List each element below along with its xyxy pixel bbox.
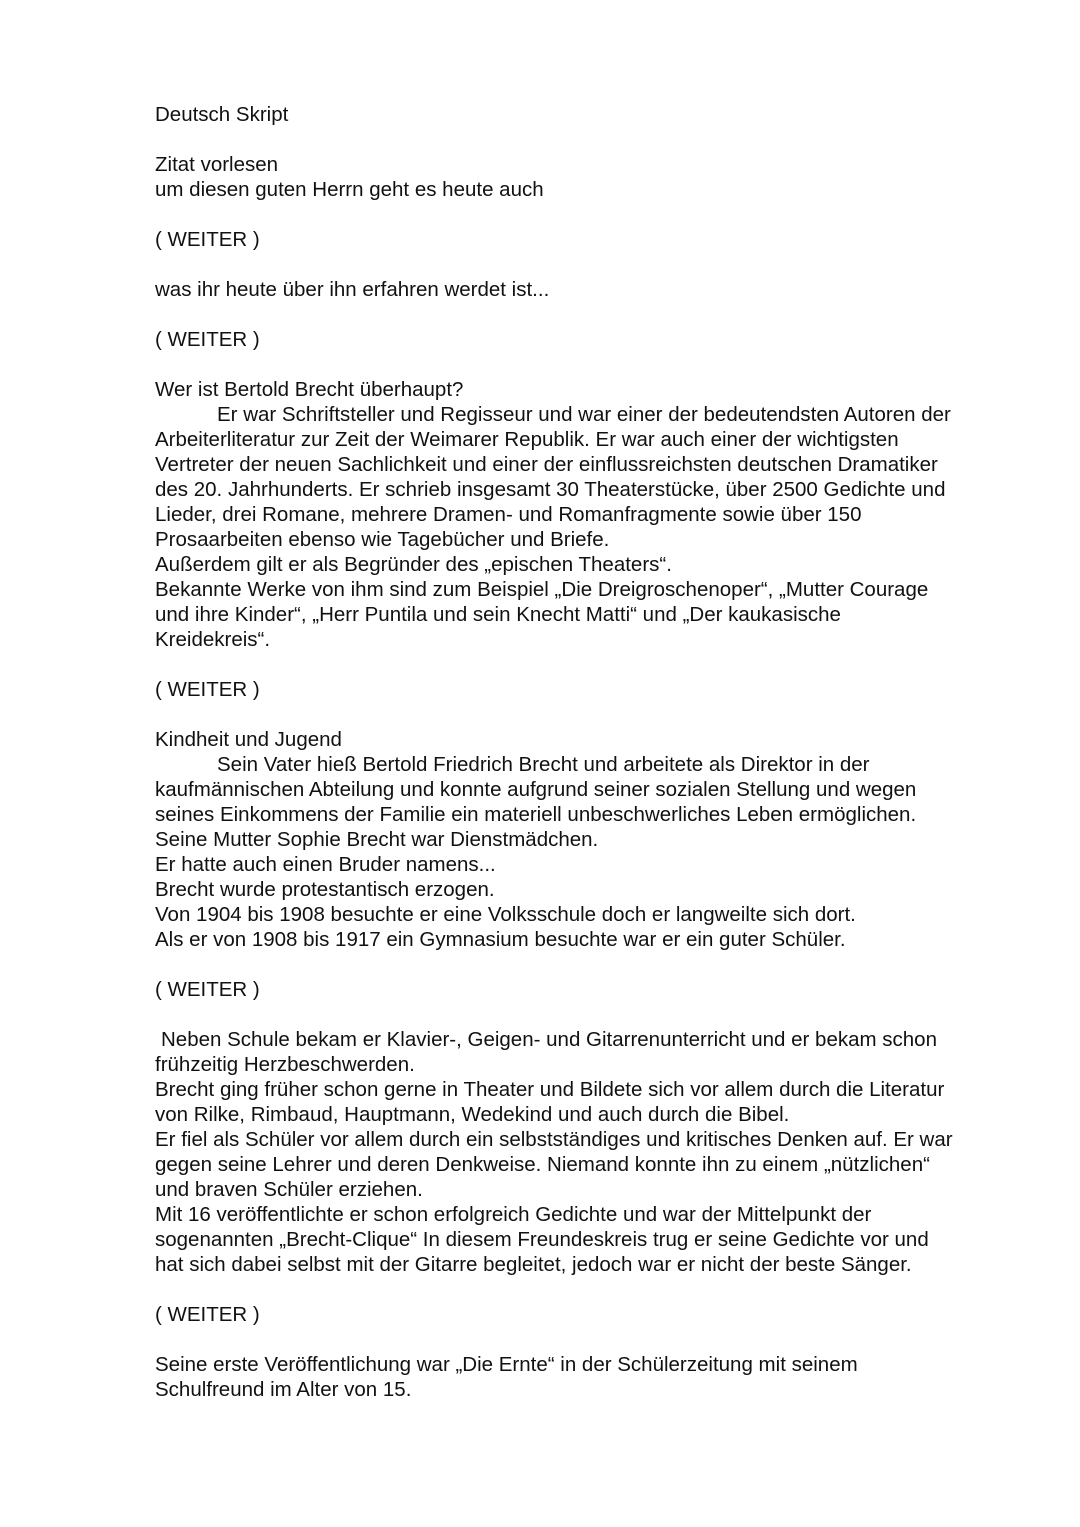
paragraph-line: und braven Schüler erziehen. xyxy=(155,1178,423,1201)
paragraph-line: Er hatte auch einen Bruder namens... xyxy=(155,853,496,876)
paragraph-line: Brecht ging früher schon gerne in Theater und Bildete sich vor allem durch die Literatur xyxy=(155,1078,945,1101)
paragraph-line: Arbeiterliteratur zur Zeit der Weimarer Republik. Er war auch einer der wichtigsten xyxy=(155,428,899,451)
weiter-marker: ( WEITER ) xyxy=(155,1303,260,1326)
paragraph-line: sogenannten „Brecht-Clique“ In diesem Freundeskreis trug er seine Gedichte vor und xyxy=(155,1228,929,1251)
paragraph-line: Er fiel als Schüler vor allem durch ein selbstständiges und kritisches Denken auf. Er war xyxy=(155,1128,953,1151)
paragraph-line: Als er von 1908 bis 1917 ein Gymnasium besuchte war er ein guter Schüler. xyxy=(155,928,846,951)
paragraph-line: von Rilke, Rimbaud, Hauptmann, Wedekind und auch durch die Bibel. xyxy=(155,1103,790,1126)
spacer xyxy=(155,1002,1015,1027)
spacer xyxy=(155,952,1015,977)
paragraph-line: Von 1904 bis 1908 besuchte er eine Volksschule doch er langweilte sich dort. xyxy=(155,903,856,926)
weiter-marker: ( WEITER ) xyxy=(155,678,260,701)
spacer xyxy=(155,127,1015,152)
section-heading-who: Wer ist Bertold Brecht überhaupt? xyxy=(155,378,464,401)
intro-line: Zitat vorlesen xyxy=(155,153,279,176)
paragraph-line: und ihre Kinder“, „Herr Puntila und sein Knecht Matti“ und „Der kaukasische xyxy=(155,603,841,626)
paragraph-line: Vertreter der neuen Sachlichkeit und einer der einflussreichsten deutschen Dramatiker xyxy=(155,453,938,476)
paragraph-line: kaufmännischen Abteilung und konnte aufgrund seiner sozialen Stellung und wegen xyxy=(155,778,917,801)
intro-line: um diesen guten Herrn geht es heute auch xyxy=(155,178,544,201)
spacer xyxy=(155,652,1015,677)
spacer xyxy=(155,702,1015,727)
spacer xyxy=(155,352,1015,377)
paragraph-line: Lieder, drei Romane, mehrere Dramen- und Romanfragmente sowie über 150 xyxy=(155,503,862,526)
paragraph-line: Seine Mutter Sophie Brecht war Dienstmädchen. xyxy=(155,828,599,851)
spacer xyxy=(155,1327,1015,1352)
paragraph-line: frühzeitig Herzbeschwerden. xyxy=(155,1053,415,1076)
paragraph-line: hat sich dabei selbst mit der Gitarre begleitet, jedoch war er nicht der beste Sänger. xyxy=(155,1253,912,1276)
section-heading-childhood: Kindheit und Jugend xyxy=(155,728,342,751)
preview-line: was ihr heute über ihn erfahren werdet ist... xyxy=(155,278,550,301)
weiter-marker: ( WEITER ) xyxy=(155,228,260,251)
document-page xyxy=(155,102,1015,1402)
paragraph-line: des 20. Jahrhunderts. Er schrieb insgesamt 30 Theaterstücke, über 2500 Gedichte und xyxy=(155,478,946,501)
paragraph-line: Außerdem gilt er als Begründer des „epischen Theaters“. xyxy=(155,553,672,576)
paragraph-line: seines Einkommens der Familie ein materiell unbeschwerliches Leben ermöglichen. xyxy=(155,803,917,826)
weiter-marker: ( WEITER ) xyxy=(155,328,260,351)
paragraph-line: Bekannte Werke von ihm sind zum Beispiel „Die Dreigroschenoper“, „Mutter Courage xyxy=(155,578,929,601)
paragraph-line: Sein Vater hieß Bertold Friedrich Brecht und arbeitete als Direktor in der xyxy=(217,753,870,776)
paragraph-line: Mit 16 veröffentlichte er schon erfolgreich Gedichte und war der Mittelpunkt der xyxy=(155,1203,872,1226)
paragraph-line: Prosaarbeiten ebenso wie Tagebücher und Briefe. xyxy=(155,528,610,551)
paragraph-line: Er war Schriftsteller und Regisseur und war einer der bedeutendsten Autoren der xyxy=(217,403,951,426)
paragraph-line: Kreidekreis“. xyxy=(155,628,271,651)
paragraph-line: gegen seine Lehrer und deren Denkweise. Niemand konnte ihn zu einem „nützlichen“ xyxy=(155,1153,930,1176)
spacer xyxy=(155,202,1015,227)
spacer xyxy=(155,252,1015,277)
paragraph-line: Neben Schule bekam er Klavier-, Geigen- und Gitarrenunterricht und er bekam schon xyxy=(161,1028,937,1051)
spacer xyxy=(155,302,1015,327)
spacer xyxy=(155,1277,1015,1302)
paragraph-line: Schulfreund im Alter von 15. xyxy=(155,1378,412,1401)
paragraph-line: Brecht wurde protestantisch erzogen. xyxy=(155,878,495,901)
paragraph-line: Seine erste Veröffentlichung war „Die Ernte“ in der Schülerzeitung mit seinem xyxy=(155,1353,858,1376)
weiter-marker: ( WEITER ) xyxy=(155,978,260,1001)
document-title: Deutsch Skript xyxy=(155,103,289,126)
